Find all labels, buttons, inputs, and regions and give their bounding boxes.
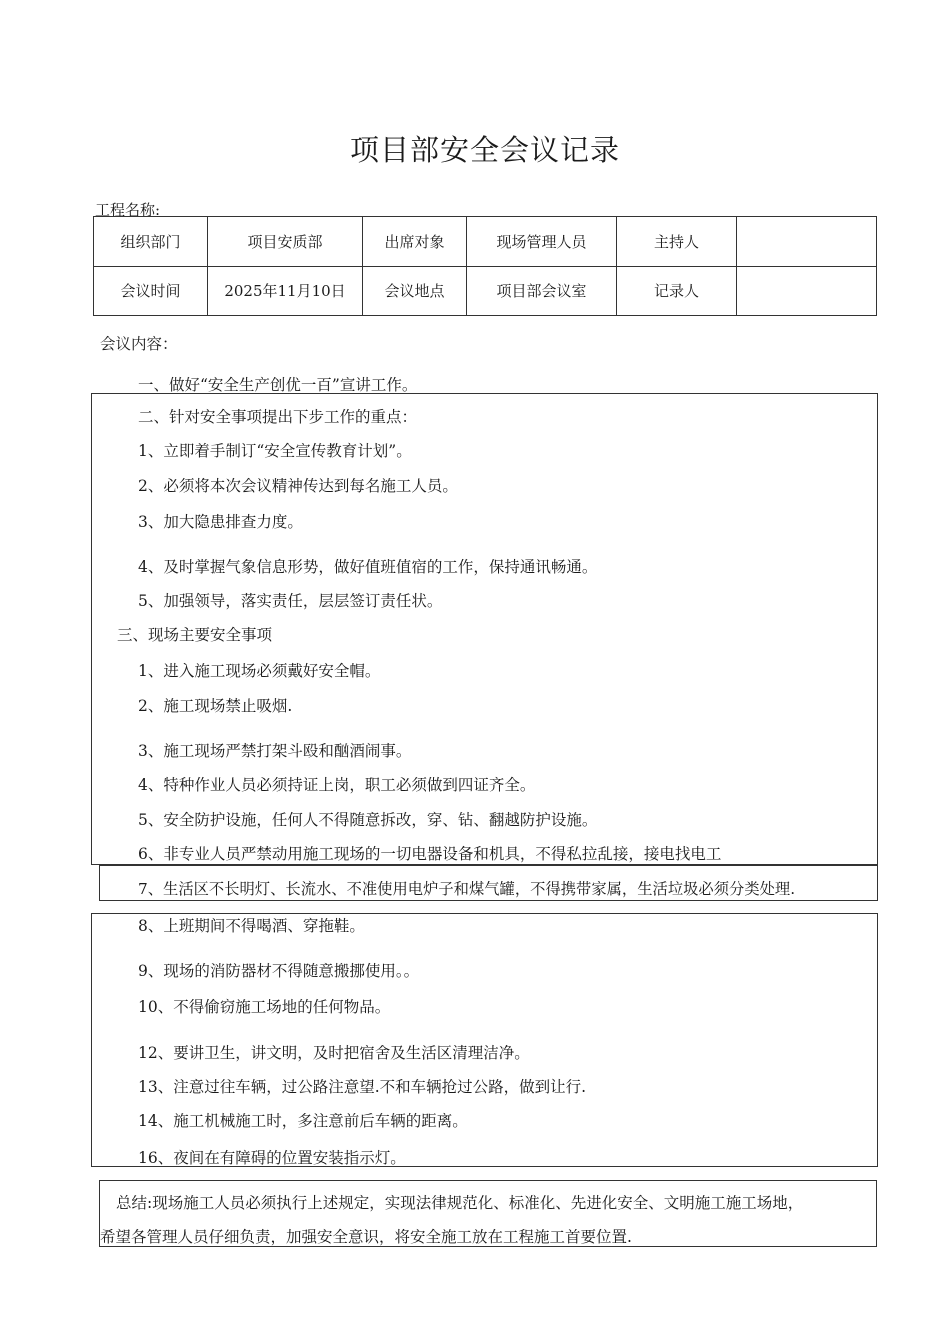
list-item: 6、非专业人员严禁动用施工现场的一切电器设备和机具，不得私拉乱接，接电找电工 bbox=[138, 845, 722, 863]
list-item: 2、施工现场禁止吸烟. bbox=[138, 697, 293, 715]
meeting-content-label: 会议内容： bbox=[100, 335, 178, 353]
list-item: 4、及时掌握气象信息形势，做好值班值宿的工作，保持通讯畅通。 bbox=[138, 558, 598, 576]
attendees-label: 出席对象 bbox=[363, 217, 467, 267]
host-value bbox=[737, 217, 877, 267]
recorder-value bbox=[737, 266, 877, 316]
summary-box bbox=[99, 1180, 877, 1247]
list-item: 10、不得偷窃施工场地的任何物品。 bbox=[138, 998, 391, 1016]
list-item: 1、立即着手制订“安全宣传教育计划”。 bbox=[138, 442, 412, 460]
list-item: 16、夜间在有障碍的位置安装指示灯。 bbox=[138, 1149, 406, 1167]
summary-line-2: 希望各管理人员仔细负责，加强安全意识，将安全施工放在工程施工首要位置. bbox=[100, 1228, 632, 1246]
attendees-value: 现场管理人员 bbox=[467, 217, 617, 267]
list-item: 9、现场的消防器材不得随意搬挪使用。。 bbox=[138, 962, 420, 980]
page-title: 项目部安全会议记录 bbox=[349, 133, 620, 167]
list-item: 14、施工机械施工时，多注意前后车辆的距离。 bbox=[138, 1112, 468, 1130]
meeting-info-table bbox=[93, 216, 877, 316]
meeting-time-label: 会议时间 bbox=[94, 266, 208, 316]
host-label: 主持人 bbox=[617, 217, 737, 267]
list-item: 3、施工现场严禁打架斗殴和酗酒闹事。 bbox=[138, 742, 412, 760]
summary-line-1: 总结:现场施工人员必须执行上述规定，实现法律规范化、标准化、先进化安全、文明施工施工场地， bbox=[116, 1194, 804, 1212]
list-item: 12、要讲卫生，讲文明，及时把宿舍及生活区清理洁净。 bbox=[138, 1044, 530, 1062]
meeting-place-value: 项目部会议室 bbox=[467, 266, 617, 316]
item-section-2: 二、针对安全事项提出下步工作的重点： bbox=[138, 408, 418, 426]
list-item: 2、必须将本次会议精神传达到每名施工人员。 bbox=[138, 477, 458, 495]
list-item: 7、生活区不长明灯、长流水、不准使用电炉子和煤气罐，不得携带家属，生活垃圾必须分类处理. bbox=[138, 880, 796, 898]
list-item: 13、注意过往车辆，过公路注意望.不和车辆抢过公路，做到让行. bbox=[138, 1078, 587, 1096]
list-item: 5、加强领导，落实责任，层层签订责任状。 bbox=[138, 592, 443, 610]
org-dept-label: 组织部门 bbox=[94, 217, 208, 267]
table-row bbox=[94, 266, 877, 316]
recorder-label: 记录人 bbox=[617, 266, 737, 316]
meeting-place-label: 会议地点 bbox=[363, 266, 467, 316]
list-item: 3、加大隐患排查力度。 bbox=[138, 513, 303, 531]
org-dept-value: 项目安质部 bbox=[208, 217, 363, 267]
list-item: 1、进入施工现场必须戴好安全帽。 bbox=[138, 662, 381, 680]
table-row bbox=[94, 217, 877, 267]
list-item: 4、特种作业人员必须持证上岗，职工必须做到四证齐全。 bbox=[138, 776, 536, 794]
project-name-label: 工程名称: bbox=[95, 201, 161, 219]
item-section-1: 一、做好“安全生产创优一百”宣讲工作。 bbox=[138, 376, 418, 394]
item-section-3: 三、现场主要安全事项 bbox=[117, 626, 273, 644]
list-item: 8、上班期间不得喝酒、穿拖鞋。 bbox=[138, 917, 365, 935]
list-item: 5、安全防护设施，任何人不得随意拆改，穿、钻、翻越防护设施。 bbox=[138, 811, 598, 829]
meeting-time-value: 2025年11月10日 bbox=[208, 266, 363, 316]
